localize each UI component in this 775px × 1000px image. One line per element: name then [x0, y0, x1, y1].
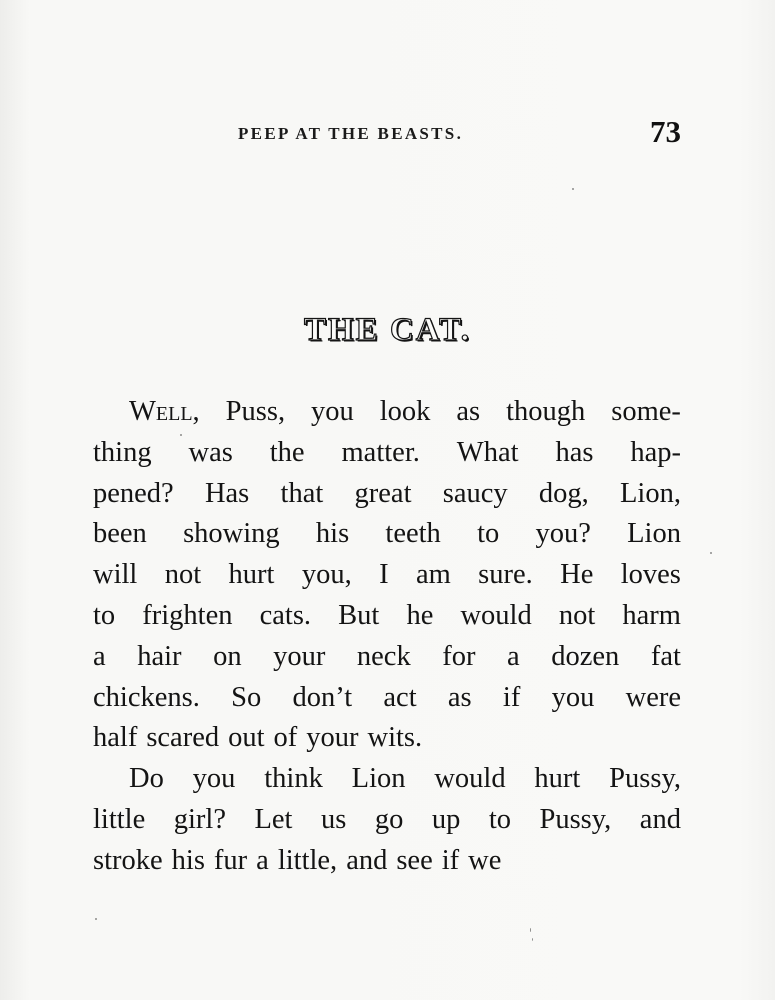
word: pened?: [93, 477, 174, 509]
word: great: [354, 477, 412, 509]
word: a: [256, 844, 269, 876]
word: wits.: [367, 722, 423, 754]
running-head-title: PEEP AT THE BEASTS.: [238, 124, 464, 143]
word: cats.: [259, 599, 312, 631]
word: his: [315, 518, 350, 550]
word: go: [374, 803, 404, 835]
word: Pussy,: [609, 763, 681, 795]
word: to: [488, 803, 511, 835]
word: Pussy,: [539, 803, 612, 835]
word: that: [280, 477, 324, 509]
word: frighten: [142, 599, 233, 631]
word: saucy: [442, 477, 508, 509]
word: and: [346, 844, 388, 876]
word: showing: [183, 518, 280, 550]
word: would: [460, 599, 532, 631]
word: your: [306, 722, 359, 754]
print-speck: [95, 918, 97, 920]
word: if: [502, 681, 521, 713]
word: you,: [301, 559, 352, 591]
word: out: [228, 722, 265, 754]
word: think: [264, 763, 323, 795]
body-text: [93, 392, 681, 882]
print-speck: [532, 938, 533, 941]
word: don’t: [292, 681, 353, 713]
word: were: [625, 681, 681, 713]
word: dozen: [551, 640, 620, 672]
word: he: [406, 599, 434, 631]
word: for: [442, 640, 476, 672]
word: hap-: [630, 436, 681, 468]
word: stroke: [93, 844, 163, 876]
word: you?: [535, 518, 591, 550]
word: Has: [204, 477, 250, 509]
word: been: [93, 518, 147, 550]
text-line: [93, 596, 681, 637]
paragraph-2: [93, 759, 681, 881]
text-line: [93, 474, 681, 515]
word: you: [551, 681, 595, 713]
word: would: [434, 763, 506, 795]
word: neck: [356, 640, 411, 672]
word: we: [468, 844, 502, 876]
text-line: [93, 841, 681, 882]
word: half: [93, 722, 138, 754]
word: Lion: [351, 763, 406, 795]
word: fat: [650, 640, 681, 672]
word: Lion: [627, 518, 681, 550]
page-number: 73: [650, 114, 681, 149]
word: hair: [137, 640, 182, 672]
text-line: [93, 759, 681, 800]
word: scared: [146, 722, 220, 754]
word: a: [507, 640, 520, 672]
word: was: [188, 436, 233, 468]
word: matter.: [341, 436, 420, 468]
paragraph-1: [93, 392, 681, 759]
print-speck: [710, 552, 712, 554]
word: act: [383, 681, 417, 713]
word: not: [558, 599, 596, 631]
chapter-title: THE CAT.: [304, 312, 471, 348]
word: fur: [213, 844, 248, 876]
word: He: [560, 559, 594, 591]
word: the: [269, 436, 305, 468]
word: some-: [611, 396, 681, 427]
word: But: [338, 599, 380, 631]
text-line: [93, 555, 681, 596]
word: your: [273, 640, 326, 672]
word: up: [431, 803, 461, 835]
word: not: [164, 559, 202, 591]
word: of: [273, 722, 298, 754]
word: Let: [254, 803, 293, 835]
word: teeth: [385, 518, 441, 550]
print-speck: [180, 434, 182, 436]
word: What: [456, 436, 519, 468]
text-line: [93, 433, 681, 474]
word: Lion,: [620, 477, 681, 509]
word: Well,: [129, 396, 200, 427]
word: his: [171, 844, 205, 876]
word: on: [213, 640, 242, 672]
word: Puss,: [225, 396, 286, 427]
word: us: [320, 803, 347, 835]
word: sure.: [478, 559, 533, 591]
text-line: [93, 718, 681, 759]
word: has: [555, 436, 594, 468]
word: if: [441, 844, 460, 876]
word: you: [311, 396, 354, 427]
word: chickens.: [93, 681, 200, 713]
word: as: [456, 396, 481, 427]
text-line: [93, 800, 681, 841]
word: girl?: [173, 803, 226, 835]
word: So: [231, 681, 262, 713]
word: harm: [622, 599, 681, 631]
word: look: [379, 396, 431, 427]
word: and: [639, 803, 681, 835]
word: will: [93, 559, 138, 591]
text-line: [93, 637, 681, 678]
word: loves: [620, 559, 681, 591]
text-line: [93, 514, 681, 555]
word: hurt: [534, 763, 581, 795]
text-line: [93, 392, 681, 433]
word: am: [415, 559, 451, 591]
word: I: [379, 559, 389, 591]
print-speck: [530, 928, 531, 932]
word: see: [396, 844, 433, 876]
word: little,: [277, 844, 338, 876]
print-speck: [572, 188, 574, 190]
word: Do: [129, 763, 164, 795]
word: you: [192, 763, 236, 795]
word: as: [447, 681, 472, 713]
word: hurt: [228, 559, 275, 591]
word: a: [93, 640, 106, 672]
word: dog,: [538, 477, 589, 509]
text-line: [93, 678, 681, 719]
word: little: [93, 803, 146, 835]
word: to: [477, 518, 500, 550]
word: thing: [93, 436, 152, 468]
word: though: [506, 396, 586, 427]
word: to: [93, 599, 116, 631]
